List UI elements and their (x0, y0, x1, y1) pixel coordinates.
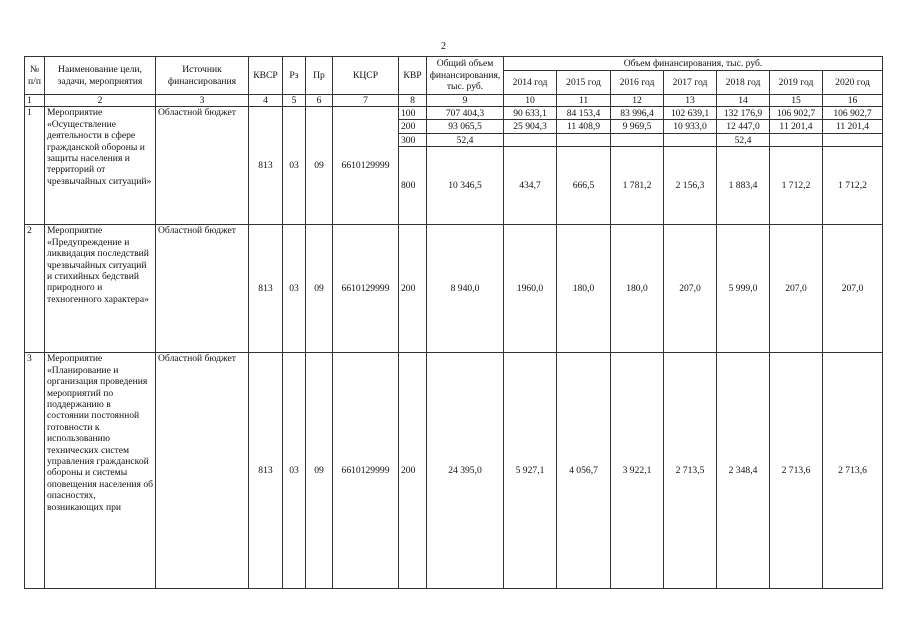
row-kvr: 300 (399, 134, 427, 147)
year-value: 2 156,3 (664, 147, 717, 225)
row-kcsr: 6610129999 (333, 353, 399, 589)
column-number: 8 (399, 95, 427, 107)
row-num: 2 (25, 225, 45, 353)
year-value (504, 134, 557, 147)
row-total: 707 404,3 (427, 107, 504, 120)
column-number: 10 (504, 95, 557, 107)
header-total: Общий объем финансирования, тыс. руб. (427, 57, 504, 95)
header-kvsr: КВСР (249, 57, 283, 95)
year-value: 102 639,1 (664, 107, 717, 120)
year-value: 83 996,4 (611, 107, 664, 120)
year-value: 132 176,9 (717, 107, 770, 120)
header-year: 2015 год (557, 71, 611, 95)
financing-table (24, 56, 883, 589)
column-numbers-row (25, 95, 883, 107)
year-value (823, 134, 883, 147)
column-number: 9 (427, 95, 504, 107)
table-row (25, 107, 883, 120)
column-number: 6 (306, 95, 333, 107)
row-total: 24 395,0 (427, 353, 504, 589)
year-value (557, 134, 611, 147)
year-value: 434,7 (504, 147, 557, 225)
column-number: 16 (823, 95, 883, 107)
row-kvr: 200 (399, 225, 427, 353)
row-kvsr: 813 (249, 225, 283, 353)
row-kcsr: 6610129999 (333, 225, 399, 353)
column-number: 14 (717, 95, 770, 107)
year-value: 207,0 (664, 225, 717, 353)
column-number: 3 (156, 95, 249, 107)
row-kvr: 200 (399, 353, 427, 589)
column-number: 4 (249, 95, 283, 107)
year-value: 11 201,4 (770, 120, 823, 134)
year-value: 11 408,9 (557, 120, 611, 134)
row-name: Мероприятие «Планирование и организация проведения мероприятий по поддержанию в состоянии постоянной готовности к использованию технических систем управления гражданской обороны и системы оповещения населения об опасностях, возникающих при (45, 353, 156, 589)
row-num: 3 (25, 353, 45, 589)
header-year: 2018 год (717, 71, 770, 95)
year-value: 207,0 (823, 225, 883, 353)
row-rz: 03 (283, 353, 306, 589)
row-kvr: 800 (399, 147, 427, 225)
year-value (770, 134, 823, 147)
row-pr: 09 (306, 107, 333, 225)
column-number: 11 (557, 95, 611, 107)
row-rz: 03 (283, 107, 306, 225)
column-number: 7 (333, 95, 399, 107)
row-pr: 09 (306, 353, 333, 589)
year-value: 207,0 (770, 225, 823, 353)
row-source: Областной бюджет (156, 107, 249, 225)
year-value: 2 713,6 (770, 353, 823, 589)
row-kvr: 200 (399, 120, 427, 134)
year-value: 25 904,3 (504, 120, 557, 134)
row-kvr: 100 (399, 107, 427, 120)
row-kvsr: 813 (249, 353, 283, 589)
year-value: 106 902,7 (770, 107, 823, 120)
row-total: 52,4 (427, 134, 504, 147)
table-row (25, 225, 883, 353)
header-rz: Рз (283, 57, 306, 95)
year-value: 180,0 (557, 225, 611, 353)
row-kcsr: 6610129999 (333, 107, 399, 225)
row-num: 1 (25, 107, 45, 225)
row-source: Областной бюджет (156, 225, 249, 353)
year-value: 2 348,4 (717, 353, 770, 589)
header-row (25, 57, 883, 71)
header-funding: Объем финансирования, тыс. руб. (504, 57, 883, 71)
column-number: 15 (770, 95, 823, 107)
row-pr: 09 (306, 225, 333, 353)
header-year: 2016 год (611, 71, 664, 95)
column-number: 12 (611, 95, 664, 107)
header-year: 2014 год (504, 71, 557, 95)
year-value: 52,4 (717, 134, 770, 147)
row-total: 8 940,0 (427, 225, 504, 353)
year-value: 5 927,1 (504, 353, 557, 589)
row-total: 10 346,5 (427, 147, 504, 225)
header-source: Источник финансирования (156, 57, 249, 95)
header-name: Наименование цели, задачи, мероприятия (45, 57, 156, 95)
row-source: Областной бюджет (156, 353, 249, 589)
row-kvsr: 813 (249, 107, 283, 225)
row-rz: 03 (283, 225, 306, 353)
year-value: 106 902,7 (823, 107, 883, 120)
column-number: 13 (664, 95, 717, 107)
year-value: 1 712,2 (770, 147, 823, 225)
row-name: Мероприятие «Осуществление деятельности в сфере гражданской обороны и защиты населения и территорий от чрезвычайных ситуаций» (45, 107, 156, 225)
year-value: 9 969,5 (611, 120, 664, 134)
year-value: 2 713,6 (823, 353, 883, 589)
year-value: 4 056,7 (557, 353, 611, 589)
year-value: 90 633,1 (504, 107, 557, 120)
header-pr: Пр (306, 57, 333, 95)
row-name: Мероприятие «Предупреждение и ликвидация последствий чрезвычайных ситуаций и стихийных бедствий природного и техногенного характера» (45, 225, 156, 353)
year-value: 10 933,0 (664, 120, 717, 134)
table-row (25, 353, 883, 589)
year-value: 3 922,1 (611, 353, 664, 589)
year-value: 1 781,2 (611, 147, 664, 225)
header-year: 2019 год (770, 71, 823, 95)
year-value: 666,5 (557, 147, 611, 225)
year-value: 1 712,2 (823, 147, 883, 225)
year-value: 84 153,4 (557, 107, 611, 120)
year-value: 12 447,0 (717, 120, 770, 134)
year-value: 2 713,5 (664, 353, 717, 589)
year-value: 180,0 (611, 225, 664, 353)
year-value: 11 201,4 (823, 120, 883, 134)
header-year: 2020 год (823, 71, 883, 95)
column-number: 2 (45, 95, 156, 107)
header-year: 2017 год (664, 71, 717, 95)
header-kvr: КВР (399, 57, 427, 95)
header-kcsr: КЦСР (333, 57, 399, 95)
year-value: 1 883,4 (717, 147, 770, 225)
column-number: 5 (283, 95, 306, 107)
year-value: 1960,0 (504, 225, 557, 353)
column-number: 1 (25, 95, 45, 107)
row-total: 93 065,5 (427, 120, 504, 134)
page-number: 2 (441, 41, 446, 52)
year-value (611, 134, 664, 147)
header-num: № п/п (25, 57, 45, 95)
year-value (664, 134, 717, 147)
year-value: 5 999,0 (717, 225, 770, 353)
